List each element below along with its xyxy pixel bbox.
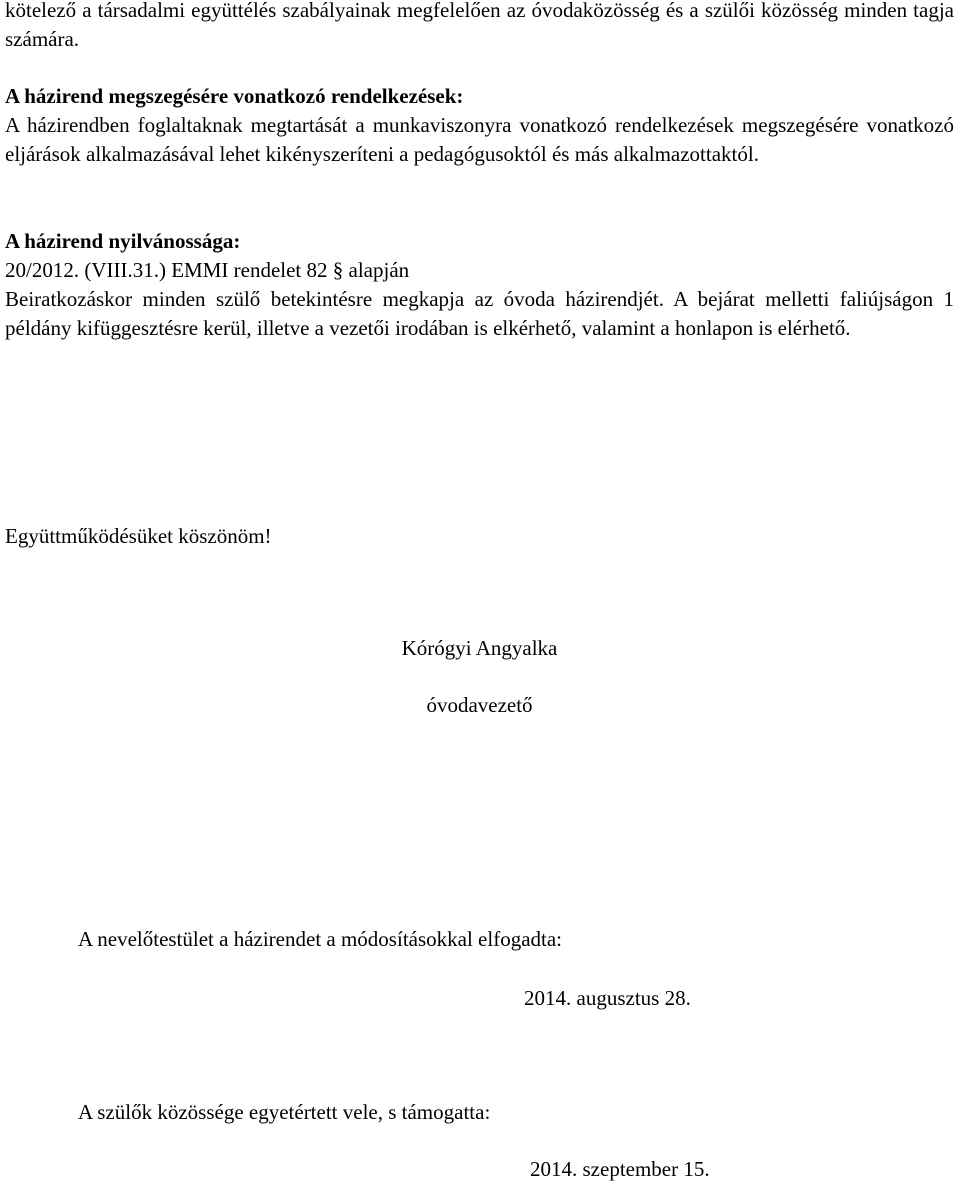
- signatory-name: Kórógyi Angyalka: [401, 636, 558, 660]
- violation-heading: A házirend megszegésére vonatkozó rendelkezések:: [5, 84, 464, 108]
- staff-approval-statement: A nevelőtestület a házirendet a módosításokkal elfogadta:: [78, 927, 563, 951]
- signatory-title: óvodavezető: [426, 693, 533, 717]
- parents-approval-date: 2014. szeptember 15.: [530, 1157, 710, 1181]
- publicity-heading: A házirend nyilvánossága:: [5, 229, 241, 253]
- document-page: [5, 0, 954, 1186]
- publicity-section: [5, 227, 954, 343]
- parents-approval-statement: A szülők közössége egyetértett vele, s támogatta:: [78, 1100, 491, 1124]
- decree-reference: 20/2012. (VIII.31.) EMMI rendelet 82 § alapján: [5, 258, 410, 282]
- staff-approval-date: 2014. augusztus 28.: [524, 986, 691, 1010]
- violation-paragraph: A házirendben foglaltaknak megtartását a munkaviszonyra vonatkozó rendelkezések megszegésére vonatkozó eljárások alkalmazásával lehet kikényszeríteni a pedagógusoktól és más alkalmazottaktól.: [5, 113, 954, 166]
- violation-section: [5, 82, 954, 169]
- publicity-paragraph: Beiratkozáskor minden szülő betekintésre megkapja az óvoda házirendjét. A bejárat melletti faliújságon 1 példány kifüggesztésre kerül, illetve a vezetői irodában is elkérhető, valamint a honlapon is elérhető.: [5, 287, 954, 340]
- thanks-line: Együttműködésüket köszönöm!: [5, 524, 272, 548]
- intro-paragraph: kötelező a társadalmi együttélés szabályainak megfelelően az óvodaközösség és a szülői közösség minden tagja számára.: [5, 0, 954, 51]
